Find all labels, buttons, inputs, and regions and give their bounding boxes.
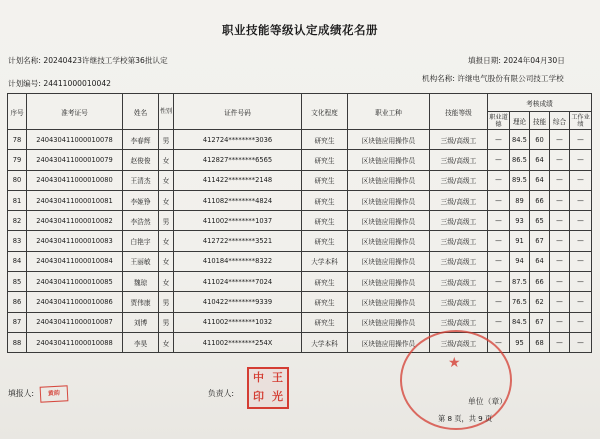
- cell-seq: 86: [8, 292, 27, 312]
- cell-skill: 66: [530, 272, 550, 292]
- document-title: 职业技能等级认定成绩花名册: [222, 23, 378, 37]
- cell-moral: —: [488, 211, 510, 231]
- cell-comprehensive: —: [550, 211, 570, 231]
- cell-occupation: 区块链应用操作员: [348, 251, 430, 271]
- cell-theory: 84.5: [510, 130, 530, 150]
- table-row: [8, 292, 592, 312]
- cell-skill: 65: [530, 211, 550, 231]
- cell-skill: 68: [530, 332, 550, 352]
- seal-star-icon: ★: [448, 355, 461, 371]
- cell-id-number: 410422********9339: [174, 292, 302, 312]
- cell-work: —: [570, 231, 592, 251]
- cell-seq: 81: [8, 190, 27, 210]
- cell-gender: 男: [159, 211, 174, 231]
- fill-date-row: [468, 55, 565, 66]
- cell-work: —: [570, 170, 592, 190]
- header-scores-group: 考核成绩: [488, 94, 592, 112]
- cell-skill: 67: [530, 231, 550, 251]
- cell-ticket: 240430411000010088: [27, 332, 123, 352]
- cell-level: 三级/高级工: [430, 150, 488, 170]
- cell-id-number: 411002********1032: [174, 312, 302, 332]
- cell-ticket: 240430411000010079: [27, 150, 123, 170]
- cell-work: —: [570, 292, 592, 312]
- cell-education: 大学本科: [302, 332, 348, 352]
- cell-work: —: [570, 211, 592, 231]
- header-gender: 性别: [159, 94, 174, 130]
- cell-occupation: 区块链应用操作员: [348, 211, 430, 231]
- cell-gender: 男: [159, 292, 174, 312]
- table-row: [8, 190, 592, 210]
- header-seq: 序号: [8, 94, 27, 130]
- cell-name: 刘博: [123, 312, 159, 332]
- cell-name: 贾伟康: [123, 292, 159, 312]
- header-occupation: 职业工种: [348, 94, 430, 130]
- header-comprehensive: 综合: [550, 112, 570, 130]
- page-info: 第 8 页，共 9 页: [438, 414, 493, 423]
- cell-education: 研究生: [302, 231, 348, 251]
- cell-theory: 84.5: [510, 312, 530, 332]
- cell-theory: 94: [510, 251, 530, 271]
- cell-comprehensive: —: [550, 312, 570, 332]
- cell-comprehensive: —: [550, 190, 570, 210]
- table-row: [8, 231, 592, 251]
- header-id-number: 证件号码: [174, 94, 302, 130]
- cell-education: 研究生: [302, 272, 348, 292]
- seal-char: 光: [272, 390, 283, 403]
- header-ticket: 准考证号: [27, 94, 123, 130]
- cell-seq: 78: [8, 130, 27, 150]
- cell-skill: 64: [530, 251, 550, 271]
- header-skill: 技能: [530, 112, 550, 130]
- score-table: [7, 93, 592, 353]
- cell-occupation: 区块链应用操作员: [348, 150, 430, 170]
- cell-skill: 60: [530, 130, 550, 150]
- cell-name: 赵俊俊: [123, 150, 159, 170]
- cell-seq: 83: [8, 231, 27, 251]
- header-work-performance: 工作业绩: [571, 113, 590, 128]
- table-row: [8, 150, 592, 170]
- cell-education: 研究生: [302, 170, 348, 190]
- cell-name: 李浩然: [123, 211, 159, 231]
- cell-seq: 84: [8, 251, 27, 271]
- org-name: 许继电气股份有限公司技工学校: [457, 74, 564, 83]
- cell-level: 三级/高级工: [430, 292, 488, 312]
- cell-seq: 88: [8, 332, 27, 352]
- cell-name: 白艳宇: [123, 231, 159, 251]
- table-row: [8, 170, 592, 190]
- seal-char: 中: [253, 371, 264, 384]
- cell-seq: 85: [8, 272, 27, 292]
- cell-work: —: [570, 272, 592, 292]
- cell-gender: 女: [159, 150, 174, 170]
- table-row: [8, 211, 592, 231]
- cell-skill: 66: [530, 190, 550, 210]
- cell-comprehensive: —: [550, 292, 570, 312]
- cell-education: 研究生: [302, 190, 348, 210]
- cell-level: 三级/高级工: [430, 170, 488, 190]
- cell-comprehensive: —: [550, 231, 570, 251]
- cell-ticket: 240430411000010085: [27, 272, 123, 292]
- cell-moral: —: [488, 251, 510, 271]
- cell-id-number: 412827********6565: [174, 150, 302, 170]
- cell-gender: 女: [159, 231, 174, 251]
- cell-work: —: [570, 130, 592, 150]
- cell-ticket: 240430411000010080: [27, 170, 123, 190]
- cell-theory: 86.5: [510, 150, 530, 170]
- cell-occupation: 区块链应用操作员: [348, 272, 430, 292]
- cell-skill: 67: [530, 312, 550, 332]
- header-level: 技能等级: [430, 94, 488, 130]
- cell-level: 三级/高级工: [430, 272, 488, 292]
- cell-education: 大学本科: [302, 251, 348, 271]
- table-row: [8, 312, 592, 332]
- cell-comprehensive: —: [550, 150, 570, 170]
- cell-theory: 89: [510, 190, 530, 210]
- filled-by-stamp: 黄韵: [40, 385, 69, 402]
- cell-theory: 91: [510, 231, 530, 251]
- cell-comprehensive: —: [550, 272, 570, 292]
- cell-theory: 95: [510, 332, 530, 352]
- cell-ticket: 240430411000010081: [27, 190, 123, 210]
- cell-education: 研究生: [302, 130, 348, 150]
- table-row: [8, 130, 592, 150]
- cell-theory: 93: [510, 211, 530, 231]
- cell-ticket: 240430411000010082: [27, 211, 123, 231]
- cell-level: 三级/高级工: [430, 332, 488, 352]
- cell-theory: 87.5: [510, 272, 530, 292]
- cell-occupation: 区块链应用操作员: [348, 170, 430, 190]
- cell-seq: 82: [8, 211, 27, 231]
- responsible-seal: [247, 367, 289, 409]
- cell-education: 研究生: [302, 312, 348, 332]
- cell-occupation: 区块链应用操作员: [348, 231, 430, 251]
- cell-work: —: [570, 251, 592, 271]
- cell-id-number: 411422********2148: [174, 170, 302, 190]
- cell-ticket: 240430411000010084: [27, 251, 123, 271]
- fill-date-value: 2024年04月30日: [503, 56, 565, 65]
- cell-level: 三级/高级工: [430, 251, 488, 271]
- cell-moral: —: [488, 292, 510, 312]
- cell-id-number: 412722********3521: [174, 231, 302, 251]
- cell-moral: —: [488, 150, 510, 170]
- unit-seal-label: 单位（章）: [468, 397, 507, 406]
- plan-number-label: 计划编号:: [8, 79, 41, 88]
- fill-date-label: 填报日期:: [468, 56, 501, 65]
- cell-occupation: 区块链应用操作员: [348, 130, 430, 150]
- cell-level: 三级/高级工: [430, 130, 488, 150]
- cell-education: 研究生: [302, 150, 348, 170]
- cell-ticket: 240430411000010087: [27, 312, 123, 332]
- cell-gender: 男: [159, 130, 174, 150]
- cell-ticket: 240430411000010086: [27, 292, 123, 312]
- org-label: 机构名称:: [422, 74, 455, 83]
- cell-skill: 64: [530, 170, 550, 190]
- cell-comprehensive: —: [550, 251, 570, 271]
- cell-name: 王清杰: [123, 170, 159, 190]
- filled-by-row: [8, 388, 34, 399]
- cell-level: 三级/高级工: [430, 312, 488, 332]
- cell-seq: 87: [8, 312, 27, 332]
- filled-by-label: 填报人:: [8, 389, 35, 398]
- cell-work: —: [570, 332, 592, 352]
- cell-gender: 男: [159, 312, 174, 332]
- cell-work: —: [570, 312, 592, 332]
- cell-gender: 女: [159, 272, 174, 292]
- cell-level: 三级/高级工: [430, 211, 488, 231]
- plan-name-row: [8, 55, 168, 66]
- cell-name: 李春辉: [123, 130, 159, 150]
- cell-level: 三级/高级工: [430, 231, 488, 251]
- cell-moral: —: [488, 272, 510, 292]
- cell-moral: —: [488, 190, 510, 210]
- responsible-row: [208, 388, 234, 399]
- cell-theory: 76.5: [510, 292, 530, 312]
- cell-skill: 64: [530, 150, 550, 170]
- plan-name-value: 20240423许继技工学校第36批认定: [43, 56, 168, 65]
- cell-id-number: 411002********254X: [174, 332, 302, 352]
- cell-education: 研究生: [302, 292, 348, 312]
- cell-seq: 79: [8, 150, 27, 170]
- cell-gender: 女: [159, 190, 174, 210]
- table-row: [8, 251, 592, 271]
- seal-char: 王: [272, 371, 283, 384]
- cell-occupation: 区块链应用操作员: [348, 312, 430, 332]
- cell-id-number: 411002********1037: [174, 211, 302, 231]
- cell-comprehensive: —: [550, 332, 570, 352]
- header-education: 文化程度: [302, 94, 348, 130]
- cell-name: 魏琼: [123, 272, 159, 292]
- cell-occupation: 区块链应用操作员: [348, 332, 430, 352]
- cell-ticket: 240430411000010083: [27, 231, 123, 251]
- cell-education: 研究生: [302, 211, 348, 231]
- cell-gender: 女: [159, 332, 174, 352]
- cell-moral: —: [488, 312, 510, 332]
- cell-comprehensive: —: [550, 130, 570, 150]
- cell-moral: —: [488, 170, 510, 190]
- cell-name: 李昊: [123, 332, 159, 352]
- cell-moral: —: [488, 130, 510, 150]
- cell-work: —: [570, 150, 592, 170]
- table-row: [8, 332, 592, 352]
- cell-id-number: 411082********4824: [174, 190, 302, 210]
- org-row: [422, 73, 564, 84]
- cell-name: 李姬铮: [123, 190, 159, 210]
- cell-occupation: 区块链应用操作员: [348, 292, 430, 312]
- header-theory: 理论: [510, 112, 530, 130]
- cell-moral: —: [488, 332, 510, 352]
- cell-comprehensive: —: [550, 170, 570, 190]
- responsible-label: 负责人:: [208, 389, 235, 398]
- cell-work: —: [570, 190, 592, 210]
- cell-id-number: 412724********3036: [174, 130, 302, 150]
- cell-gender: 女: [159, 170, 174, 190]
- cell-gender: 女: [159, 251, 174, 271]
- plan-number-row: [8, 78, 111, 89]
- cell-ticket: 240430411000010078: [27, 130, 123, 150]
- table-body: [8, 130, 592, 353]
- cell-name: 王丽敏: [123, 251, 159, 271]
- plan-number-value: 24411000010042: [43, 79, 111, 88]
- cell-seq: 80: [8, 170, 27, 190]
- cell-id-number: 411024********7024: [174, 272, 302, 292]
- seal-char: 印: [253, 390, 264, 403]
- cell-theory: 89.5: [510, 170, 530, 190]
- cell-moral: —: [488, 231, 510, 251]
- plan-name-label: 计划名称:: [8, 56, 41, 65]
- cell-id-number: 410184********8322: [174, 251, 302, 271]
- cell-skill: 62: [530, 292, 550, 312]
- header-name: 姓名: [123, 94, 159, 130]
- table-row: [8, 272, 592, 292]
- cell-level: 三级/高级工: [430, 190, 488, 210]
- header-moral: 职业道德: [489, 113, 508, 128]
- cell-occupation: 区块链应用操作员: [348, 190, 430, 210]
